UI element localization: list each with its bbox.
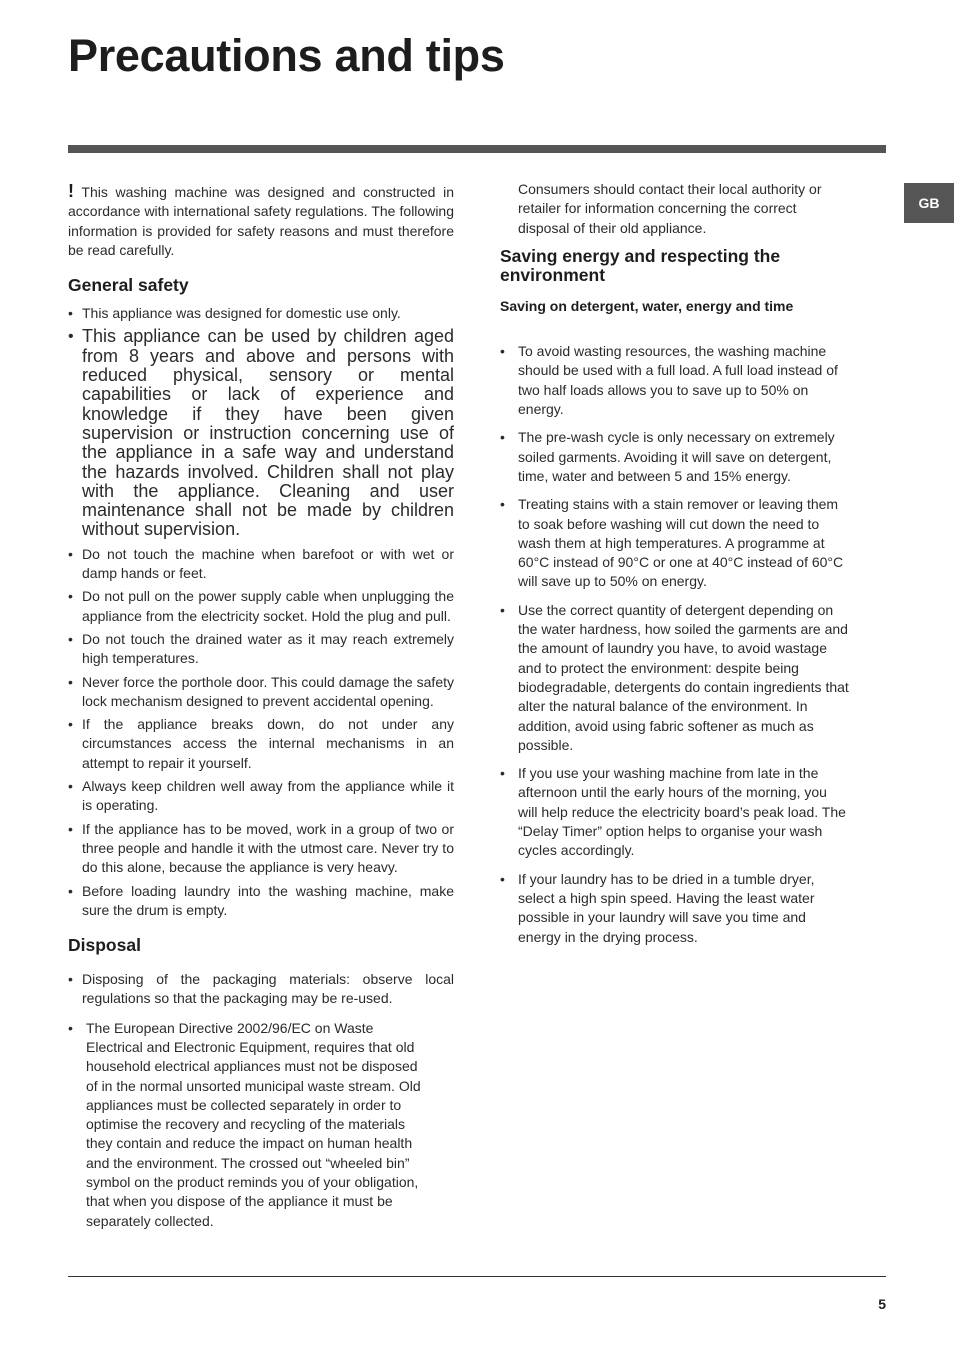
list-item: • Disposing of the packaging materials: observe local regulations so that the packaging may be re-used. <box>68 970 454 1009</box>
page-number: 5 <box>878 1296 886 1312</box>
list-item: • Always keep children well away from the appliance while it is operating. <box>68 777 454 816</box>
warning-mark: ! <box>68 181 74 201</box>
list-item: • If the appliance has to be moved, work in a group of two or three people and handle it with the utmost care. Never try to do this alone, because the appliance is very heavy. <box>68 820 454 878</box>
header-divider <box>68 145 886 153</box>
footer-divider <box>68 1276 886 1277</box>
list-item: • This appliance was designed for domestic use only. <box>68 304 454 323</box>
list-item: • Treating stains with a stain remover or leaving them to soak before washing will cut down the need to wash them at high temperatures. A programme at 60°C instead of 90°C or one at 40°C instead of 60°C will save up to 50% on energy. <box>500 495 850 591</box>
list-item: • Use the correct quantity of detergent depending on the water hardness, how soiled the garments are and the amount of laundry you have, to avoid wastage and to protect the environment: despite being biodegradable, detergents do contain ingredients that alter the natural balance of the environment. In addition, avoid using fabric softener as much as possible. <box>500 601 850 755</box>
general-safety-list <box>68 304 454 920</box>
list-item: • Do not pull on the power supply cable when unplugging the appliance from the electricity socket. Hold the plug and pull. <box>68 587 454 626</box>
list-item: • Before loading laundry into the washing machine, make sure the drum is empty. <box>68 882 454 921</box>
intro-paragraph <box>68 182 454 260</box>
intro-text: This washing machine was designed and constructed in accordance with international safety regulations. The following information is provided for safety reasons and must therefore be read carefully. <box>68 184 455 258</box>
disposal-list <box>68 970 454 1231</box>
right-column <box>500 180 850 956</box>
saving-list <box>500 342 850 947</box>
list-item: • Do not touch the drained water as it may reach extremely high temperatures. <box>68 630 454 669</box>
list-item: • The pre-wash cycle is only necessary on extremely soiled garments. Avoiding it will save on detergent, time, water and between 5 and 15% energy. <box>500 428 850 486</box>
disposal-continued-text: Consumers should contact their local authority or retailer for information concerning the correct disposal of their old appliance. <box>518 181 822 236</box>
saving-heading: Saving energy and respecting the environment <box>500 245 781 285</box>
list-item: • Do not touch the machine when barefoot or with wet or damp hands or feet. <box>68 545 454 584</box>
list-item: • If you use your washing machine from late in the afternoon until the early hours of the morning, you will help reduce the electricity board’s peak load. The “Delay Timer” option helps to organise your wash cycles accordingly. <box>500 764 850 860</box>
saving-subheading: Saving on detergent, water, energy and time <box>500 297 794 314</box>
language-tab: GB <box>904 183 954 223</box>
list-item: • This appliance can be used by children aged from 8 years and above and persons with reduced physical, sensory or mental capabilities or lack of experience and knowledge if they have been given supervision or instruction concerning use of the appliance in a safe way and understand the hazards involved. Children shall not play with the appliance. Cleaning and user maintenance shall not be made by children without supervision. <box>68 327 454 539</box>
left-column <box>68 182 454 1235</box>
disposal-heading: Disposal <box>68 935 141 956</box>
list-item: • To avoid wasting resources, the washing machine should be used with a full load. A full load instead of two half loads allows you to save up to 50% on energy. <box>500 342 850 419</box>
list-item: • If your laundry has to be dried in a tumble dryer, select a high spin speed. Having the least water possible in your laundry will save you time and energy in the drying process. <box>500 870 850 947</box>
list-item: • If the appliance breaks down, do not under any circumstances access the internal mechanisms in an attempt to repair it yourself. <box>68 715 454 773</box>
page-title: Precautions and tips <box>68 30 505 81</box>
list-item: • Never force the porthole door. This could damage the safety lock mechanism designed to prevent accidental opening. <box>68 673 454 712</box>
list-item: • The European Directive 2002/96/EC on Waste Electrical and Electronic Equipment, requires that old household electrical appliances must not be disposed of in the normal unsorted municipal waste stream. Old appliances must be collected separately in order to optimise the recovery and recycling of the materials they contain and reduce the impact on human health and the environment. The crossed out “wheeled bin” symbol on the product reminds you of your obligation, that when you dispose of the appliance it must be separately collected. <box>68 1019 454 1231</box>
general-safety-heading: General safety <box>68 275 189 296</box>
